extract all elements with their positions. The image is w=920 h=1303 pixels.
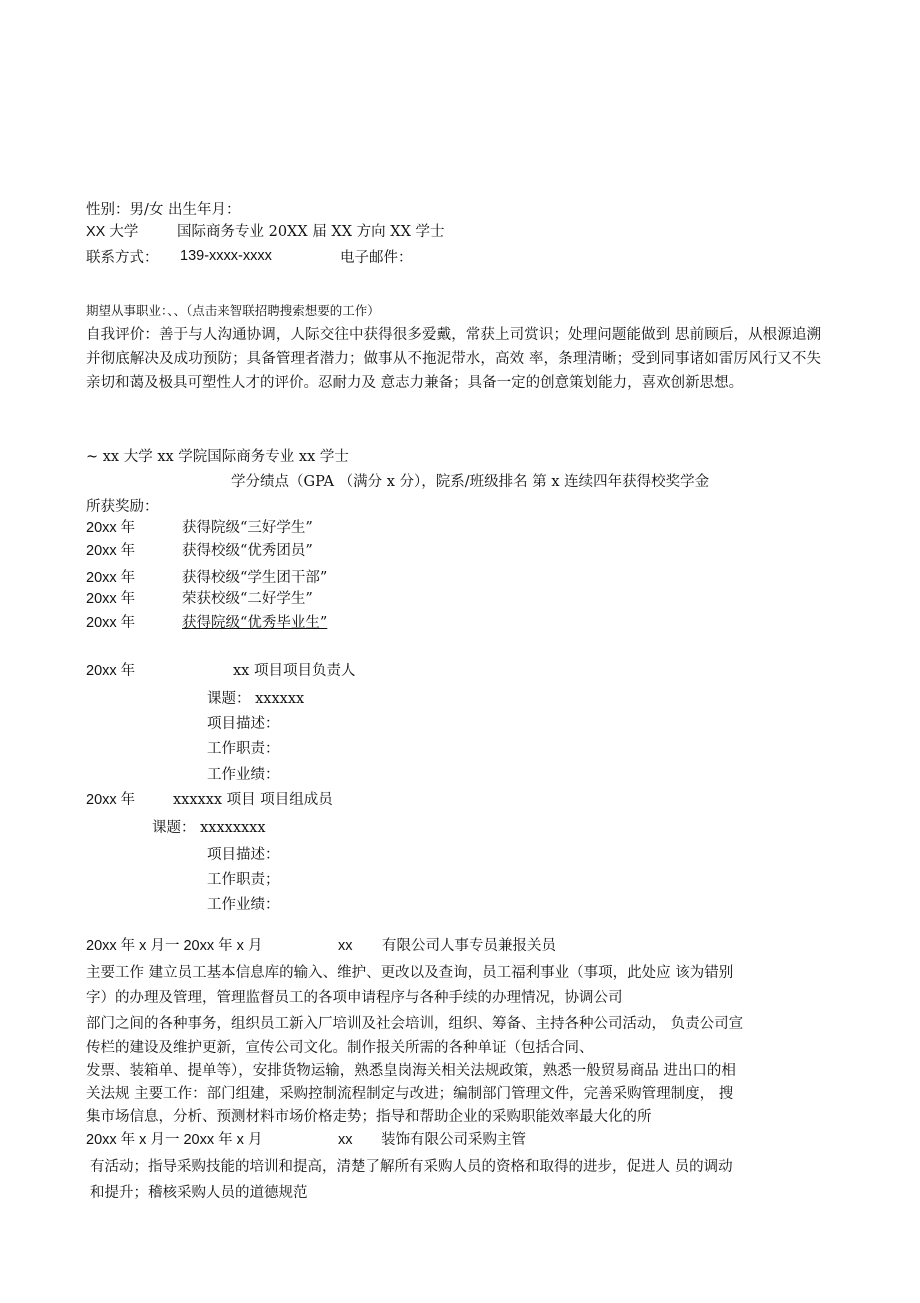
work-detail-line: 部门之间的各种事务，组织员工新入厂培训及社会培训，组织、筹备、主持各种公司活动， 负责公司宣 [86,1016,744,1032]
work-detail-line: 关法规 主要工作：部门组建，采购控制流程制定与改进；编制部门管理文件，完善采购管理制度， 搜 [86,1086,734,1102]
project-duty: 工作职责； [207,872,280,888]
work-detail-line: 发票、装箱单、提单等），安排货物运输，熟悉皇岗海关相关法规政策，熟悉一般贸易商品 进出口的相 [86,1063,736,1079]
project-duty: 工作职责： [207,741,280,757]
work-company: xx [338,1132,353,1148]
work-detail-line: 字）的办理及管理，管理监督员工的各项申请程序与各种手续的办理情况，协调公司 [86,990,623,1006]
self-evaluation: 自我评价：善于与人沟通协调，人际交往中获得很多爱戴，常获上司赏识；处理问题能做到 思前顾后，从根源追溯并彻底解决及成功预防；具备管理者潜力；做事从不拖泥带水，高效 率，条理清晰；受到同事诸如雷厉风行又不失亲切和蔼及极具可塑性人才的评价。忍耐力及 意志力兼备；具备一定的创意策划能力，喜欢创新思想。 [86,327,821,391]
project-result: 工作业绩： [207,897,280,913]
phone-number: 139-xxxx-xxxx [180,248,272,264]
work-detail-line: 主要工作 建立员工基本信息库的输入、维护、更改以及查询，员工福利事业（事项，此处应 该为错别 [86,965,734,981]
contact-label: 联系方式： [86,250,159,266]
award-text: 获得校级“优秀团员” [182,543,313,559]
project-topic: 课题： xxxxxx [207,691,305,707]
work-role: 装饰有限公司采购主管 [381,1132,526,1148]
gender-birth-line: 性别：男/女 出生年月： [86,202,241,218]
education-degree: ~ xx 大学 xx 学院国际商务专业 xx 学士 [86,449,349,465]
work-detail-line: 有活动；指导采购技能的培训和提高，清楚了解所有采购人员的资格和取得的进步，促进人 员的调动 [90,1159,733,1175]
edu-major: 国际商务专业 20XX 届 XX 方向 XX 学士 [177,224,445,240]
award-text: 获得院级“三好学生” [182,520,313,536]
project-description: 项目描述： [207,716,280,732]
edu-school: XX 大学 [86,224,139,240]
award-text: 获得校级“学生团干部” [182,570,328,586]
work-period: 20xx 年 x 月一 20xx 年 x 月 [86,1132,263,1148]
career-objective: 期望从事职业：、、（点击来智联招聘搜索想要的工作） [86,303,380,318]
project-year: 20xx 年 [86,663,136,679]
project-year: 20xx 年 [86,792,136,808]
work-period: 20xx 年 x 月一 20xx 年 x 月 [86,938,263,954]
work-detail-line: 传栏的建设及维护更新，宣传公司文化。制作报关所需的各种单证（包括合同、 [86,1040,594,1056]
project-topic: 课题： xxxxxxxx [152,820,266,836]
award-year: 20xx 年 [86,570,136,586]
work-detail-line: 和提升；稽核采购人员的道德规范 [90,1185,308,1201]
education-gpa: 学分绩点（GPA （满分 x 分），院系/班级排名 第 x 连续四年获得校奖学金 [231,474,710,490]
award-year: 20xx 年 [86,591,136,607]
work-detail-line: 集市场信息，分析、预测材料市场价格走势；指导和帮助企业的采购职能效率最大化的所 [86,1109,652,1125]
award-year: 20xx 年 [86,543,136,559]
award-text: 获得院级“优秀毕业生” [182,615,328,631]
award-text: 荣获校级“二好学生” [182,591,313,607]
work-company: xx [338,938,353,954]
project-description: 项目描述： [207,847,280,863]
award-year: 20xx 年 [86,520,136,536]
awards-label: 所获奖励： [86,499,159,515]
award-year: 20xx 年 [86,615,136,631]
work-role: 有限公司人事专员兼报关员 [382,938,556,954]
project-title: xxxxxx 项目 项目组成员 [173,792,333,808]
project-result: 工作业绩： [207,767,280,783]
email-label: 电子邮件： [340,250,413,266]
project-title: xx 项目项目负责人 [233,663,356,679]
